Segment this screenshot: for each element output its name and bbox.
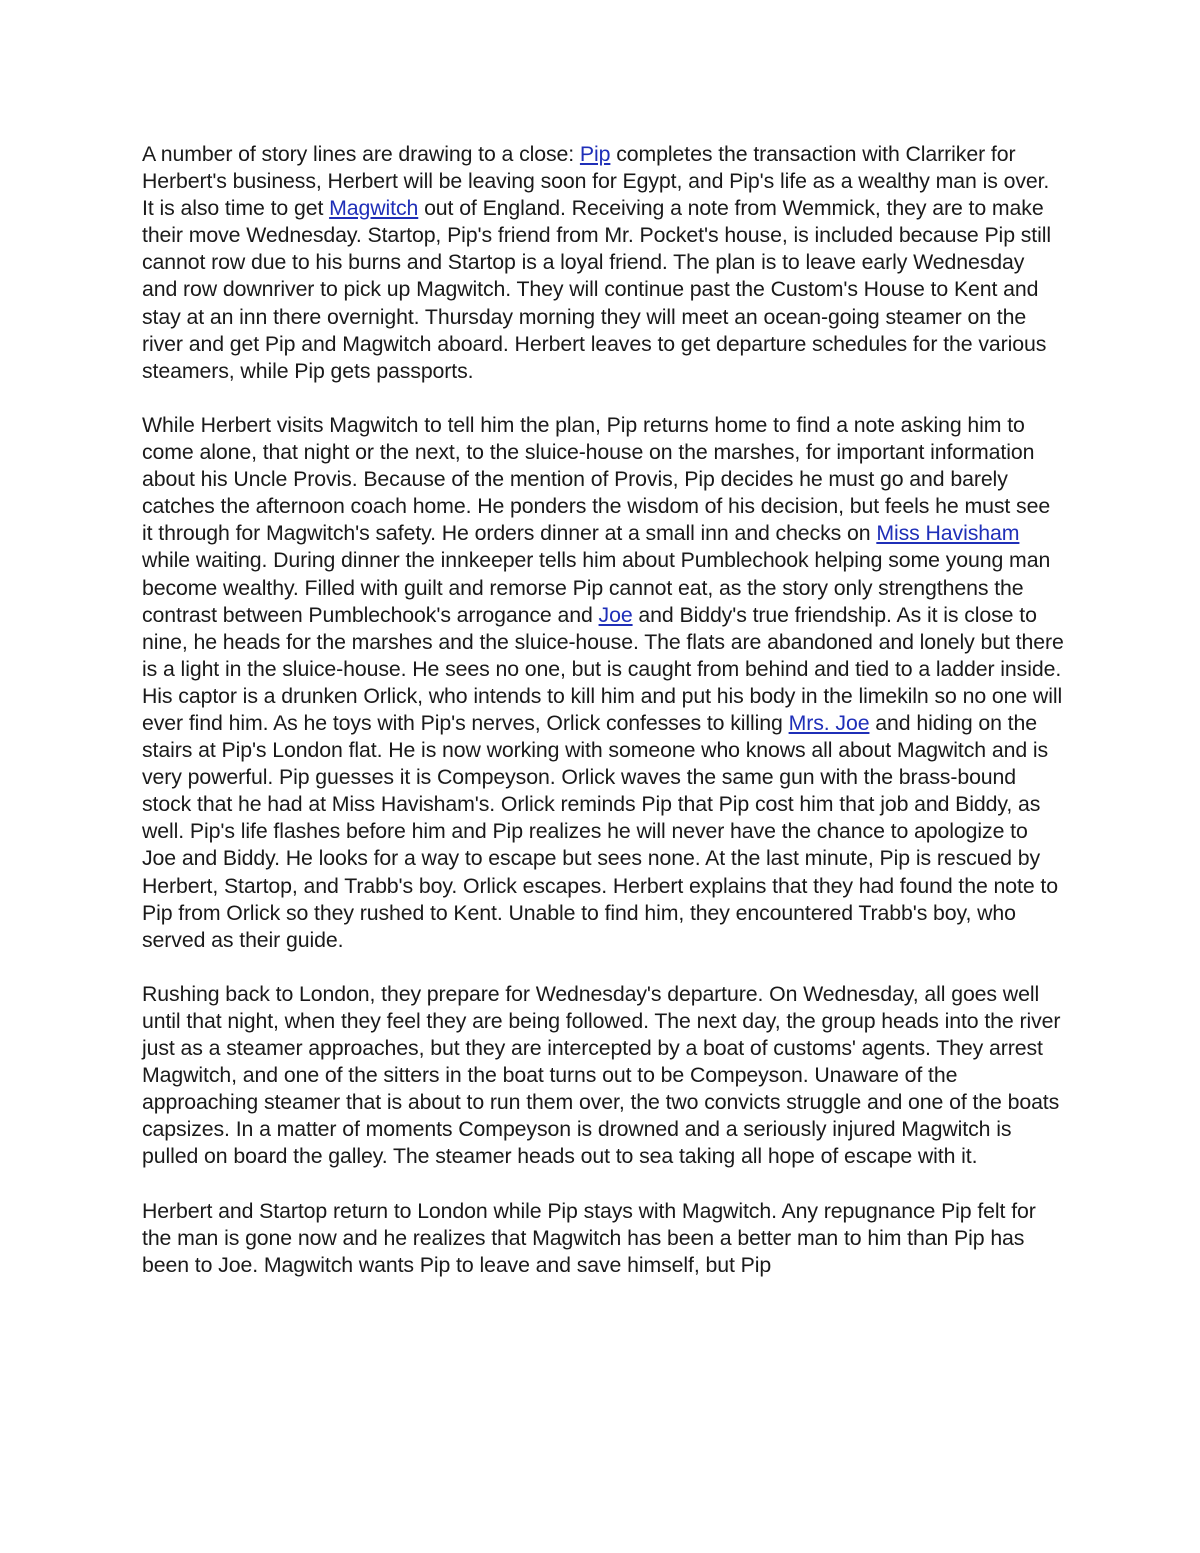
text-segment: and Biddy's true friendship. As it is close to nine, he heads for the marshes and the sluice-house. The flats are abandoned and lonely but there is a light in the sluice-house. He sees no one, but is caught from behind and tied to a ladder inside. His captor is a drunken Orlick, who intends to kill him and put his body in the limekiln so no one will ever find him. As he toys with Pip's nerves, Orlick confesses to killing <box>142 602 1064 735</box>
paragraph-3 <box>142 981 1064 1171</box>
paragraph-2 <box>142 412 1064 954</box>
text-segment: and hiding on the stairs at Pip's London flat. He is now working with someone who knows all about Magwitch and is very powerful. Pip guesses it is Compeyson. Orlick waves the same gun with the brass-bound stock that he had at Miss Havisham's. Orlick reminds Pip that Pip cost him that job and Biddy, as well. Pip's life flashes before him and Pip realizes he will never have the chance to apologize to Joe and Biddy. He looks for a way to escape but sees none. At the last minute, Pip is rescued by Herbert, Startop, and Trabb's boy. Orlick escapes. Herbert explains that they had found the note to Pip from Orlick so they rushed to Kent. Unable to find him, they encountered Trabb's boy, who served as their guide. <box>142 710 1058 952</box>
paragraph-4 <box>142 1198 1064 1279</box>
text-segment: Rushing back to London, they prepare for Wednesday's departure. On Wednesday, all goes well until that night, when they feel they are being followed. The next day, the group heads into the river just as a steamer approaches, but they are intercepted by a boat of customs' agents. They arrest Magwitch, and one of the sitters in the boat turns out to be Compeyson. Unaware of the approaching steamer that is about to run them over, the two convicts struggle and one of the boats capsizes. In a matter of moments Compeyson is drowned and a seriously injured Magwitch is pulled on board the galley. The steamer heads out to sea taking all hope of escape with it. <box>142 981 1061 1169</box>
link-magwitch[interactable]: Magwitch <box>329 196 419 221</box>
link-pip[interactable]: Pip <box>579 142 611 166</box>
document-body <box>142 141 1064 1306</box>
paragraph-1 <box>142 141 1064 385</box>
text-segment: A number of story lines are drawing to a close: <box>142 142 580 166</box>
text-segment: completes the transaction with Clarriker for Herbert's business, Herbert will be leaving soon for Egypt, and Pip's life as a wealthy man is over. It is also time to get <box>142 142 1050 221</box>
text-segment: Herbert and Startop return to London while Pip stays with Magwitch. Any repugnance Pip felt for the man is gone now and he realizes that Magwitch has been a better man to him than Pip has been to Joe. Magwitch wants Pip to leave and save himself, but Pip <box>142 1198 1036 1277</box>
text-segment: out of England. Receiving a note from Wemmick, they are to make their move Wednesday. Startop, Pip's friend from Mr. Pocket's house, is included because Pip still cannot row due to his burns and Startop is a loyal friend. The plan is to leave early Wednesday and row downriver to pick up Magwitch. They will continue past the Custom's House to Kent and stay at an inn there overnight. Thursday morning they will meet an ocean-going steamer on the river and get Pip and Magwitch aboard. Herbert leaves to get departure schedules for the various steamers, while Pip gets passports. <box>142 196 1052 383</box>
text-segment: While Herbert visits Magwitch to tell him the plan, Pip returns home to find a note asking him to come alone, that night or the next, to the sluice-house on the marshes, for important information about his Uncle Provis. Because of the mention of Provis, Pip decides he must go and barely catches the afternoon coach home. He ponders the wisdom of his decision, but feels he must see it through for Magwitch's safety. He orders dinner at a small inn and checks on <box>142 412 1051 546</box>
text-segment: while waiting. During dinner the innkeeper tells him about Pumblechook helping some young man become wealthy. Filled with guilt and remorse Pip cannot eat, as the story only strengthens the contrast between Pumblechook's arrogance and <box>142 548 1051 627</box>
link-joe[interactable]: Joe <box>598 602 633 627</box>
link-miss-havisham[interactable]: Miss Havisham <box>876 521 1020 546</box>
link-mrs-joe[interactable]: Mrs. Joe <box>788 710 870 735</box>
